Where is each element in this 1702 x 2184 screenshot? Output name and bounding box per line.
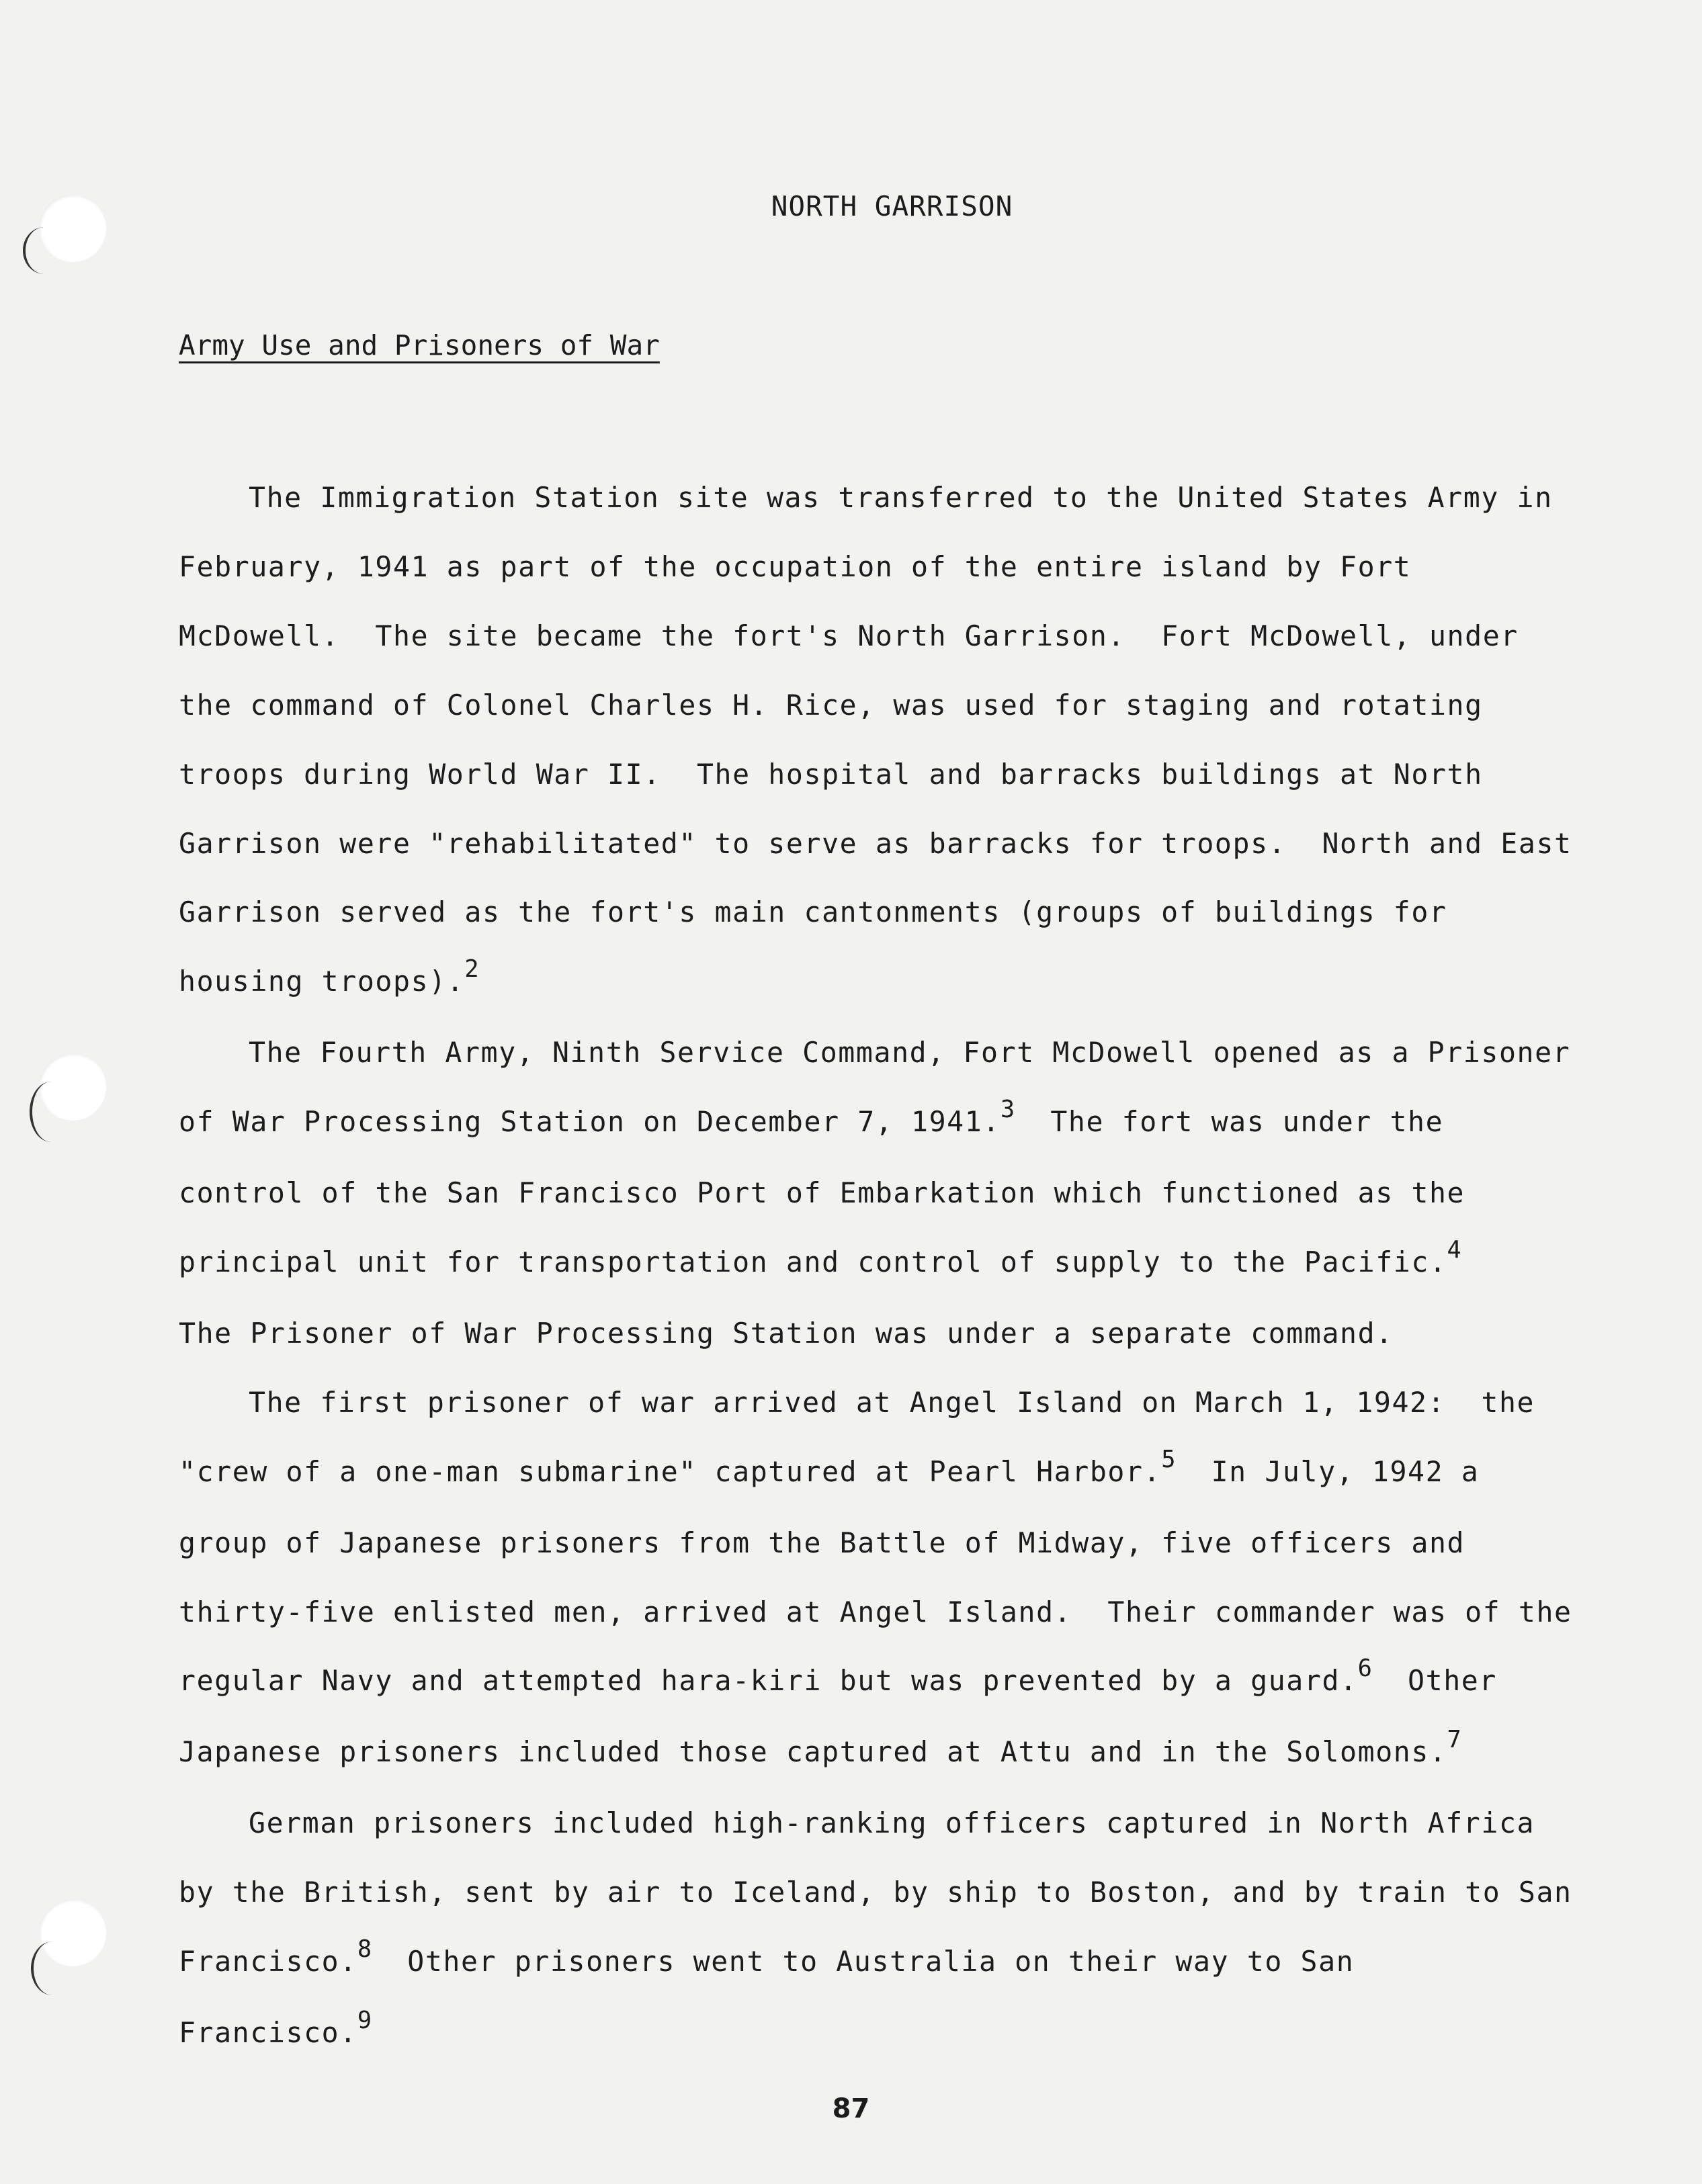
text-line bbox=[179, 464, 1553, 533]
paragraph bbox=[179, 464, 1572, 1018]
text-line bbox=[179, 1578, 1572, 1647]
text-line bbox=[179, 1368, 1543, 1438]
text-line bbox=[179, 1647, 1543, 1718]
text-line bbox=[179, 1999, 1543, 2070]
text-line bbox=[179, 810, 1572, 879]
line-text: The Prisoner of War Processing Station was under a separate command. bbox=[179, 1316, 1394, 1350]
text-line bbox=[179, 533, 1543, 602]
text-line bbox=[179, 1509, 1543, 1578]
punch-hole-edge-bottom bbox=[31, 1941, 74, 1995]
text-line bbox=[179, 1228, 1543, 1299]
line-text: "crew of a one-man submarine" captured at Pearl Harbor. bbox=[179, 1454, 1162, 1488]
text-line bbox=[179, 947, 1543, 1018]
line-text-after-footnote: The fort was under the bbox=[1015, 1105, 1444, 1139]
line-text: February, 1941 as part of the occupation of the entire island by Fort bbox=[179, 550, 1412, 583]
text-line bbox=[179, 1088, 1543, 1159]
text-line bbox=[179, 1858, 1572, 1927]
line-text: principal unit for transportation and control of supply to the Pacific. bbox=[179, 1245, 1447, 1278]
line-text: of War Processing Station on December 7, 1941. bbox=[179, 1105, 1001, 1139]
paragraph bbox=[179, 1368, 1572, 1789]
text-line bbox=[179, 1927, 1543, 1999]
footnote-reference: 2 bbox=[464, 955, 479, 984]
text-line bbox=[179, 1438, 1543, 1509]
text-line bbox=[179, 740, 1543, 810]
punch-hole-edge-middle bbox=[30, 1082, 73, 1142]
line-text: regular Navy and attempted hara-kiri but was prevented by a guard. bbox=[179, 1664, 1358, 1698]
section-heading: Army Use and Prisoners of War bbox=[179, 329, 660, 361]
text-line bbox=[179, 1299, 1543, 1368]
page-title: NORTH GARRISON bbox=[771, 190, 1013, 222]
line-text-after-footnote: Other prisoners went to Australia on their way to San bbox=[372, 1945, 1355, 1978]
line-text: Japanese prisoners included those captured at Attu and in the Solomons. bbox=[179, 1735, 1447, 1769]
line-text: The Fourth Army, Ninth Service Command, Fort McDowell opened as a Prisoner bbox=[249, 1036, 1571, 1069]
line-text: The Immigration Station site was transferred to the United States Army in bbox=[249, 481, 1553, 514]
line-text: housing troops). bbox=[179, 965, 465, 998]
line-text: Francisco. bbox=[179, 1945, 357, 1978]
line-text: group of Japanese prisoners from the Battle of Midway, five officers and bbox=[179, 1526, 1465, 1559]
line-text: Garrison were "rehabilitated" to serve as barracks for troops. North and East bbox=[179, 826, 1572, 860]
line-text-after-footnote: In July, 1942 a bbox=[1175, 1454, 1480, 1488]
line-text: German prisoners included high-ranking officers captured in North Africa bbox=[249, 1806, 1535, 1840]
footnote-reference: 3 bbox=[1000, 1096, 1015, 1123]
paragraph bbox=[179, 1018, 1571, 1368]
footnote-reference: 8 bbox=[357, 1935, 372, 1963]
text-line bbox=[179, 1159, 1543, 1228]
line-text: troops during World War II. The hospital and barracks buildings at North bbox=[179, 757, 1483, 791]
footnote-reference: 4 bbox=[1447, 1235, 1461, 1264]
text-line bbox=[179, 1789, 1543, 1858]
footnote-reference: 7 bbox=[1447, 1726, 1461, 1754]
text-line bbox=[179, 878, 1543, 947]
text-line bbox=[179, 1018, 1571, 1088]
text-line bbox=[179, 1718, 1543, 1789]
line-text: McDowell. The site became the fort's North Garrison. Fort McDowell, under bbox=[179, 619, 1519, 652]
line-text: Francisco. bbox=[179, 2015, 357, 2049]
footnote-reference: 5 bbox=[1161, 1445, 1176, 1473]
line-text: the command of Colonel Charles H. Rice, was used for staging and rotating bbox=[179, 688, 1483, 722]
line-text: by the British, sent by air to Iceland, by ship to Boston, and by train to San bbox=[179, 1876, 1572, 1909]
line-text: Garrison served as the fort's main cantonments (groups of buildings for bbox=[179, 896, 1447, 929]
footnote-reference: 6 bbox=[1357, 1655, 1372, 1683]
paragraph bbox=[179, 1789, 1572, 2070]
body-text bbox=[179, 464, 1572, 2070]
line-text: The first prisoner of war arrived at Angel Island on March 1, 1942: the bbox=[249, 1385, 1535, 1419]
text-line bbox=[179, 671, 1543, 740]
footnote-reference: 9 bbox=[357, 2006, 372, 2034]
punch-hole-edge-top bbox=[23, 227, 66, 274]
line-text: thirty-five enlisted men, arrived at Angel Island. Their commander was of the bbox=[179, 1595, 1572, 1628]
line-text: control of the San Francisco Port of Embarkation which functioned as the bbox=[179, 1176, 1465, 1210]
page-number: 87 bbox=[832, 2093, 870, 2124]
text-line bbox=[179, 602, 1543, 671]
line-text-after-footnote: Other bbox=[1371, 1664, 1497, 1698]
